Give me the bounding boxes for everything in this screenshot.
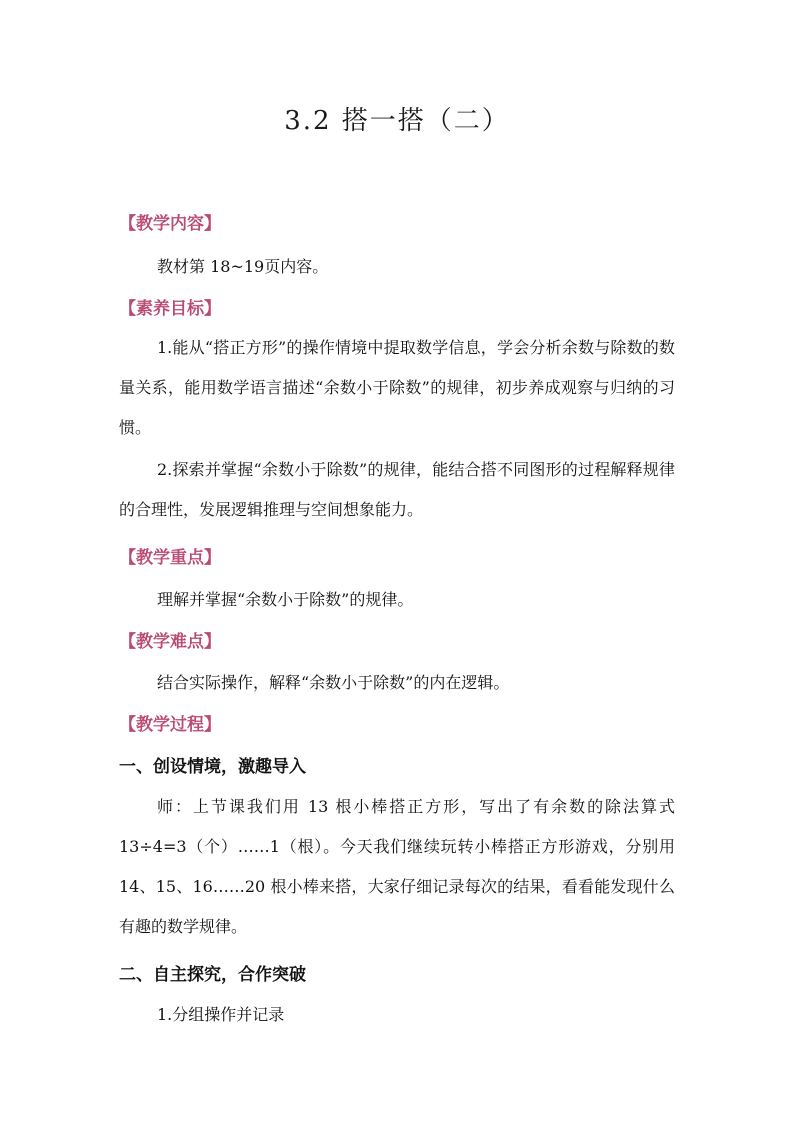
goal-1-paragraph: 1.能从“搭正方形”的操作情境中提取数学信息，学会分析余数与除数的数量关系，能用数学语言描述“余数小于除数”的规律，初步养成观察与归纳的习惯。 [119, 338, 675, 437]
page-title: 3.2 搭一搭（二） [284, 106, 510, 136]
teaching-content-text: 教材第 18~19页内容。 [157, 257, 329, 276]
heading-part-1: 一、创设情境，激趣导入 [119, 757, 306, 777]
difficulty-text: 结合实际操作，解释“余数小于除数”的内在逻辑。 [157, 673, 510, 692]
key-point-text: 理解并掌握“余数小于除数”的规律。 [157, 590, 414, 609]
heading-key-point: 【教学重点】 [119, 548, 221, 568]
heading-literacy-goals: 【素养目标】 [119, 299, 221, 319]
goal-2-paragraph: 2.探索并掌握“余数小于除数”的规律，能结合搭不同图形的过程解释规律的合理性，发展逻辑推理与空间想象能力。 [119, 460, 675, 519]
heading-difficulty: 【教学难点】 [119, 632, 221, 652]
heading-teaching-process: 【教学过程】 [119, 715, 221, 735]
part-2-item-1: 1.分组操作并记录 [157, 1005, 285, 1024]
heading-part-2: 二、自主探究，合作突破 [119, 965, 306, 985]
part-1-paragraph: 师：上节课我们用 13 根小棒搭正方形，写出了有余数的除法算式 13÷4=3（个）……1（根）。今天我们继续玩转小棒搭正方形游戏，分别用 14、15、16……20 根小棒来搭，大家仔细记录每次的结果，看看能发现什么有趣的数学规律。 [119, 797, 675, 936]
heading-teaching-content: 【教学内容】 [119, 214, 221, 234]
